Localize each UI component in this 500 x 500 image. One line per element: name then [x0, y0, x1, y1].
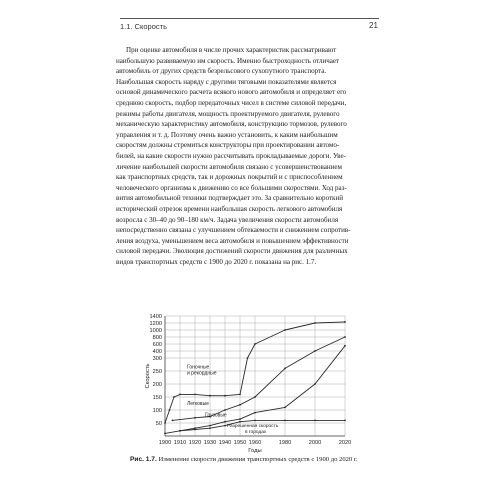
city-limit-series-point — [194, 429, 196, 431]
page-number: 21 — [369, 21, 378, 30]
running-head: 1.1. Скорость — [120, 22, 167, 31]
y-tick-label: 300 — [152, 356, 162, 362]
cars-series-point — [344, 336, 346, 338]
x-axis-title: Годы — [248, 448, 262, 454]
racing-series-point — [179, 394, 181, 396]
paragraph-line: основой динамического расчета всякого нового автомобиля и определяет его — [116, 88, 347, 97]
city-limit-series-point — [284, 420, 286, 422]
y-tick-label: 150 — [152, 395, 162, 401]
body-paragraph — [116, 45, 379, 267]
paragraph-line: непосредственно связана с улучшением обтекаемости и снижением сопротив- — [116, 226, 351, 235]
city-limit-series-point — [254, 420, 256, 422]
city-limit-series-point — [344, 420, 346, 422]
paragraph-line: управления и т. д. Поэтому очень важно установить, к каким наибольшим — [116, 130, 338, 139]
caption-text: Изменение скорости движения транспортных средств с 1900 до 2020 г. — [158, 456, 358, 463]
racing-series-point — [247, 357, 249, 359]
racing-series-point — [164, 422, 166, 424]
x-tick-label: 1930 — [203, 440, 217, 446]
cars-series-point — [284, 368, 286, 370]
racing-series-point — [254, 343, 256, 345]
cars-label: Легковые — [187, 400, 209, 407]
cars-series-point — [194, 417, 196, 419]
paragraph-line: вития автомобильной техники подтверждает это. За сравнительно короткий — [116, 194, 344, 203]
trucks-series-point — [344, 345, 346, 347]
city-label-line1: Разрешенная скорость — [227, 423, 279, 429]
x-tick-label: 2020 — [338, 440, 352, 446]
x-tick-label: 1980 — [278, 440, 292, 446]
city-limit-series-point — [179, 430, 181, 432]
x-tick-label: 1950 — [233, 440, 247, 446]
y-tick-label: 200 — [152, 382, 162, 388]
racing-series-point — [314, 322, 316, 324]
racing-label-line2: и рекордные — [187, 370, 217, 377]
y-tick-label: 600 — [152, 342, 162, 348]
paragraph-line: Наибольшая скорость наряду с другими тяговыми показателями является — [116, 77, 337, 86]
cars-series-point — [172, 420, 174, 422]
trucks-series-point — [209, 425, 211, 427]
city-limit-series-point — [224, 425, 226, 427]
paragraph-line: силовой передачи. Эволюция достижений скорости движения для различных — [116, 247, 348, 256]
paragraph-line: исторический отрезок времени наибольшая скорость легкового автомобиля — [116, 204, 343, 213]
trucks-series-point — [284, 407, 286, 409]
city-limit-series-point — [314, 420, 316, 422]
paragraph-line: режимы работы двигателя, мощность проектируемого двигателя, рулевого — [116, 109, 340, 118]
paragraph-line: среднюю скорость, подбор передаточных чисел в системе силовой передачи, — [116, 98, 347, 107]
racing-series-point — [224, 395, 226, 397]
trucks-label: Грузовые — [205, 412, 227, 419]
trucks-series-point — [314, 383, 316, 385]
x-tick-label: 1960 — [248, 440, 262, 446]
y-axis-title: Скорость — [145, 363, 151, 389]
x-tick-label: 1940 — [218, 440, 232, 446]
x-tick-label: 1900 — [158, 440, 172, 446]
paragraph-line: как транспортных средств, так и дорожных покрытий и с приспособлением — [116, 173, 343, 182]
paragraph-line: скоростям должны стремиться конструкторы при проектировании автомо- — [116, 141, 340, 150]
paragraph-line: личение наибольшей скорости автомобиля связано с усовершенствованием — [116, 162, 342, 171]
trucks-series-point — [239, 418, 241, 420]
paragraph-line: наибольшую развиваемую им скорость. Именно быстроходность отличает — [116, 56, 340, 65]
paragraph-line: ления воздуха, уменьшением веса автомобиля и повышением эффективности — [116, 236, 349, 245]
racing-series-point — [284, 329, 286, 331]
y-tick-label: 1000 — [149, 328, 162, 334]
racing-series-point — [239, 394, 241, 396]
paragraph-line: возросла с 30–40 до 90–180 км/ч. Задача увеличения скорости автомобиля — [116, 215, 339, 224]
paragraph-line: человеческого организма к движению со все большими скоростями. Ход раз- — [116, 183, 347, 192]
y-tick-label: 1400 — [149, 314, 162, 320]
y-tick-label: 1200 — [149, 321, 162, 327]
cars-series-point — [239, 404, 241, 406]
trucks-series-point — [254, 412, 256, 414]
x-tick-label: 2000 — [308, 440, 322, 446]
paragraph-line: механическую характеристику автомобиля, конструкцию тормозов, рулевого — [116, 120, 347, 129]
city-limit-series-point — [239, 421, 241, 423]
y-tick-label: 400 — [152, 349, 162, 355]
paragraph-line: автомобиль от других средств безрельсового сухопутного транспорта. — [116, 67, 327, 76]
speed-evolution-chart — [135, 312, 360, 455]
racing-series-point — [173, 396, 175, 398]
city-limit-series-point — [209, 427, 211, 429]
paragraph-line: видов транспортных средств с 1900 до 2020 г. показана на рис. 1.7. — [116, 257, 317, 266]
x-tick-label: 1910 — [173, 440, 187, 446]
city-limit-series-point — [164, 433, 166, 435]
racing-label-line1: Гоночные — [187, 364, 210, 371]
trucks-series-point — [224, 421, 226, 423]
city-label-line2: в городах — [245, 429, 267, 435]
x-tick-label: 1920 — [188, 440, 202, 446]
header-rule — [120, 18, 379, 19]
caption-label: Рис. 1.7. — [130, 456, 157, 463]
y-tick-label: 100 — [152, 408, 162, 414]
cars-series-point — [224, 409, 226, 411]
racing-series-point — [209, 395, 211, 397]
racing-series-point — [169, 409, 171, 411]
paragraph-line: билей, на какие скорости нужно рассчитывать прокладываемые дороги. Уве- — [116, 151, 346, 160]
y-tick-label: 800 — [152, 335, 162, 341]
cars-series-point — [314, 350, 316, 352]
y-tick-label: 50 — [155, 421, 162, 427]
figure-caption — [130, 456, 357, 463]
y-tick-label: 250 — [152, 369, 162, 375]
racing-series-point — [194, 394, 196, 396]
cars-series-point — [254, 396, 256, 398]
racing-series-point — [344, 321, 346, 323]
paragraph-line: При оценке автомобиля в числе прочих характеристик рассматривают — [126, 46, 337, 54]
